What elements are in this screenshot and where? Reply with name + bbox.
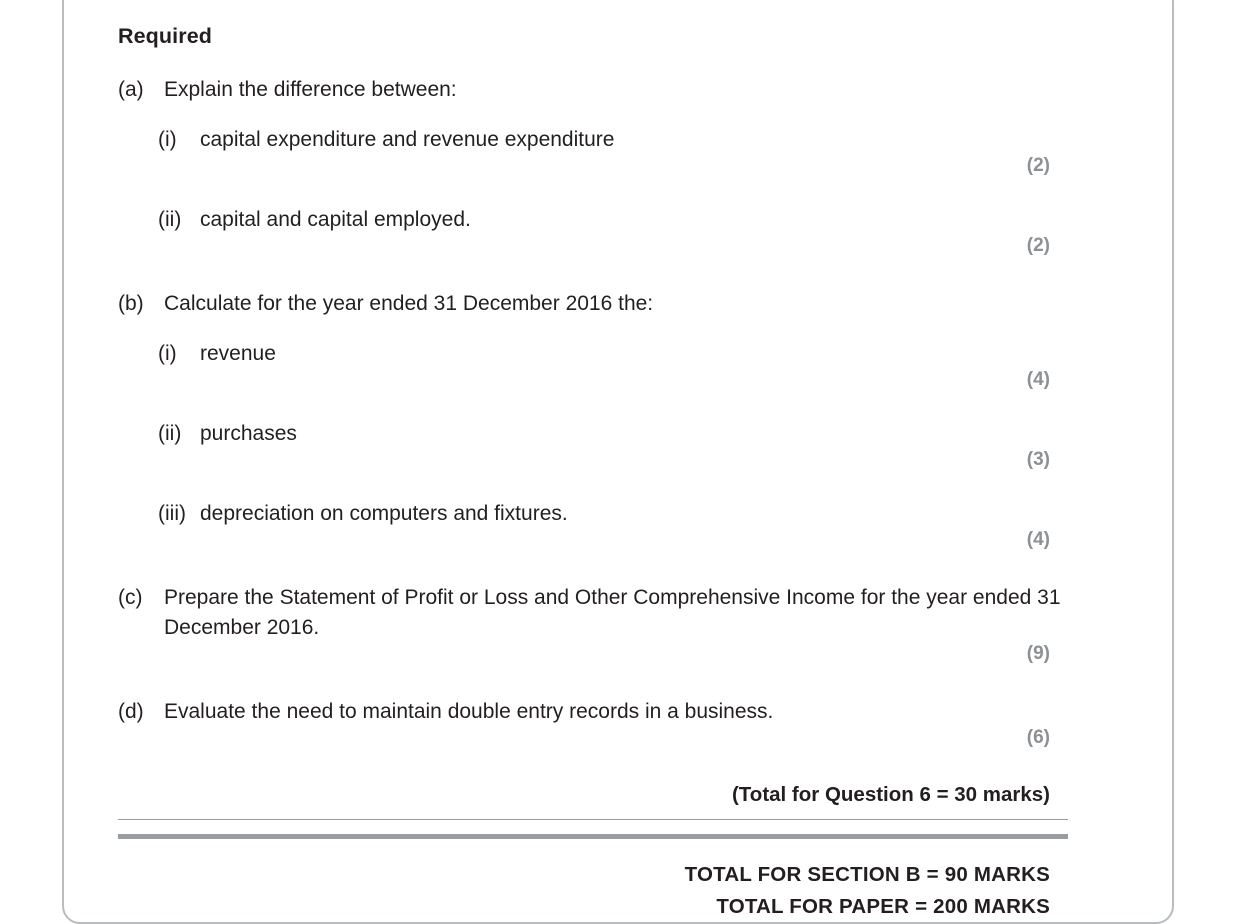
marks-value: (2) [1026,235,1050,256]
marks-line [118,727,1068,757]
subpart-text: depreciation on computers and fixtures. [200,502,568,525]
marks-line [118,369,1068,399]
marks-value: (3) [1026,449,1050,470]
subpart-text: capital and capital employed. [200,208,471,231]
part-label: (b) [118,292,144,315]
part-text: Calculate for the year ended 31 December 2016 the: [164,292,654,315]
question-part-a [118,75,1068,105]
subpart-label: (ii) [158,208,182,231]
question-content [118,24,1068,923]
subpart-text: capital expenditure and revenue expenditure [200,128,615,151]
marks-line [118,529,1068,559]
subpart-label: (ii) [158,422,182,445]
marks-line [118,449,1068,479]
subpart-label: (iii) [158,502,186,525]
total-for-paper: TOTAL FOR PAPER = 200 MARKS [716,895,1050,918]
question-part-d [118,697,1068,727]
subpart-text: purchases [200,422,297,445]
divider-thick [118,834,1068,839]
marks-value: (2) [1026,155,1050,176]
divider-thin [118,819,1068,820]
part-text: Prepare the Statement of Profit or Loss and Other Comprehensive Income for the year ended 31 December 2016. [164,586,1061,639]
question-part-b-ii [158,419,1068,449]
total-for-section: TOTAL FOR SECTION B = 90 MARKS [684,863,1050,886]
marks-value: (6) [1026,727,1050,748]
question-part-b-iii [158,499,1068,529]
subpart-label: (i) [158,342,177,365]
question-part-b-i [158,339,1068,369]
total-for-question: (Total for Question 6 = 30 marks) [731,783,1050,806]
marks-line [118,643,1068,673]
part-label: (c) [118,586,143,609]
subpart-text: revenue [200,342,276,365]
question-part-c [118,583,1068,643]
marks-line [118,155,1068,185]
part-text: Evaluate the need to maintain double entry records in a business. [164,700,774,723]
subpart-label: (i) [158,128,177,151]
page-title: Required [118,24,212,48]
marks-value: (9) [1026,643,1050,664]
marks-line [118,235,1068,265]
question-part-a-i [158,125,1068,155]
marks-value: (4) [1026,529,1050,550]
question-part-a-ii [158,205,1068,235]
question-part-b [118,289,1068,319]
totals-block [118,859,1068,923]
part-label: (d) [118,700,144,723]
marks-value: (4) [1026,369,1050,390]
part-text: Explain the difference between: [164,78,457,101]
part-label: (a) [118,78,144,101]
